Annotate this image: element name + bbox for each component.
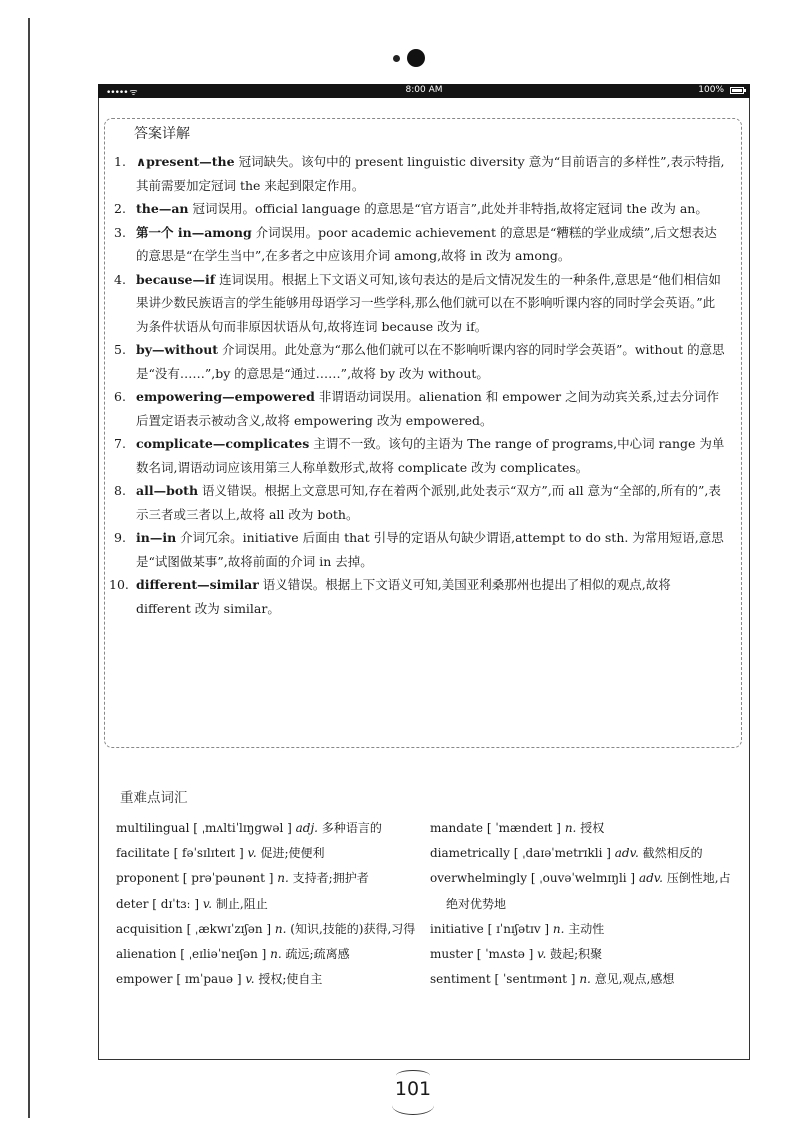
vocab-entry: diametrically [ ˌdaɪəˈmetrɪkli ] adv. 截然相反的	[430, 846, 703, 861]
answer-item: 1. ∧present—the 冠词缺失。该句中的 present linguistic diversity 意为“目前语言的多样性”,表示特指,其前需要加定冠词 the 来起到限定作用。	[114, 154, 725, 193]
binding-line	[28, 18, 30, 1118]
answer-item: 3. 第一个 in—among 介词误用。poor academic achievement 的意思是“糟糕的学业成绩”,后文想表达的意思是“在学生当中”,在多者之中应该用介词 among,故将 in 改为 among。	[114, 224, 717, 263]
vocab-column-right	[430, 816, 742, 992]
vocab-entry: proponent [ prəˈpəunənt ] n. 支持者;拥护者	[116, 871, 369, 886]
vocab-entry: initiative [ ɪˈnɪʃətɪv ] n. 主动性	[430, 921, 605, 936]
page-number-ornament	[392, 1096, 434, 1115]
vocab-entry: deter [ dɪˈtɜː ] v. 制止,阻止	[116, 896, 268, 911]
answer-item: 10. different—similar 语义错误。根据上下文语义可知,美国亚利桑那州也提出了相似的观点,故将 different 改为 similar。	[109, 577, 671, 616]
answer-item: 2. the—an 冠词误用。official language 的意思是“官方语言”,此处并非特指,故将定冠词 the 改为 an。	[114, 201, 708, 216]
battery-icon	[730, 87, 744, 94]
vocab-entry: muster [ ˈmʌstə ] v. 鼓起;积聚	[430, 947, 603, 962]
vocab-entry: sentiment [ ˈsentɪmənt ] n. 意见,观点,感想	[430, 972, 675, 987]
answer-item: 8. all—both 语义错误。根据上文意思可知,存在着两个派别,此处表示“双方”,而 all 意为“全部的,所有的”,表示三者或三者以上,故将 all 改为 both。	[114, 483, 721, 522]
answer-list	[109, 150, 726, 620]
vocab-entry: acquisition [ ˌækwɪˈzɪʃən ] n. (知识,技能的)获得,习得	[116, 921, 416, 936]
answer-item: 4. because—if 连词误用。根据上下文语义可知,该句表达的是后文情况发生的一种条件,意思是“他们相信如果讲少数民族语言的学生能够用母语学习一些学科,那么他们就可以在不影响听课内容的同时学会英语。”此为条件状语从句而非原因状语从句,故将连词 because 改为 if。	[114, 271, 721, 334]
status-time: 8:00 AM	[405, 85, 443, 95]
vocab-column-left	[116, 816, 421, 992]
vocab-entry: multilingual [ ˌmʌltiˈlɪŋgwəl ] adj. 多种语言的	[116, 821, 382, 835]
vocab-entry: empower [ ɪmˈpauə ] v. 授权;使自主	[116, 972, 323, 987]
battery-percent: 100%	[698, 85, 724, 95]
status-bar	[98, 84, 750, 98]
sensor-dot	[393, 55, 400, 62]
vocab-entry: mandate [ ˈmændeɪt ] n. 授权	[430, 821, 605, 835]
signal-icon: ••••• ᯤ	[106, 88, 137, 98]
page-number: 101	[394, 1078, 432, 1100]
answer-item: 6. empowering—empowered 非谓语动词误用。alienation 和 empower 之间为动宾关系,过去分词作后置定语表示被动含义,故将 empowering 改为 empowered。	[114, 389, 720, 428]
front-camera	[393, 49, 433, 71]
answer-section-title: 答案详解	[134, 126, 190, 142]
answer-item: 9. in—in 介词冗余。initiative 后面由 that 引导的定语从句缺少谓语,attempt to do sth. 为常用短语,意思是“试图做某事”,故将前面的介词 in 去掉。	[114, 530, 724, 569]
answer-item: 7. complicate—complicates 主谓不一致。该句的主语为 The range of programs,中心词 range 为单数名词,谓语动词应该用第三人称单数形式,故将 complicate 改为 complicates。	[114, 436, 725, 475]
answer-item: 5. by—without 介词误用。此处意为“那么他们就可以在不影响听课内容的同时学会英语”。without 的意思是“没有……”,by 的意思是“通过……”,故将 by 改为 without。	[114, 342, 725, 381]
vocab-entry: facilitate [ fəˈsɪlɪteɪt ] v. 促进;使便利	[116, 846, 325, 861]
vocab-entry: overwhelmingly [ ˌouvəˈwelmɪŋli ] adv. 压倒性地,占绝对优势地	[430, 871, 731, 911]
vocab-section-title: 重难点词汇	[120, 790, 188, 806]
vocab-entry: alienation [ ˌeɪliəˈneɪʃən ] n. 疏远;疏离感	[116, 947, 350, 962]
camera-lens	[407, 49, 425, 67]
